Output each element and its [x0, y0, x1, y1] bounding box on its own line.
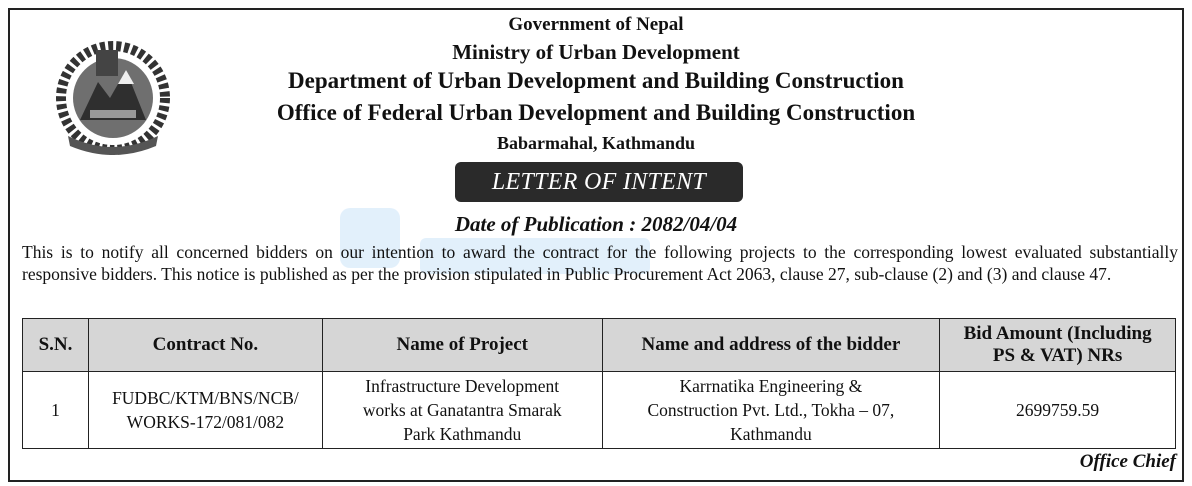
col-bidder: Name and address of the bidder — [602, 319, 940, 372]
col-bid-amount-line1: Bid Amount (Including — [963, 323, 1152, 344]
cell-bidder-line3: Kathmandu — [730, 424, 812, 444]
bid-table — [22, 318, 1176, 449]
header-ministry: Ministry of Urban Development — [452, 40, 740, 64]
col-bid-amount-line2: PS & VAT) NRs — [992, 345, 1123, 366]
table-row — [23, 372, 1176, 449]
header-department: Department of Urban Development and Building Construction — [288, 68, 904, 93]
table-header-row — [23, 319, 1176, 372]
cell-project-line3: Park Kathmandu — [403, 424, 522, 444]
cell-bidder-line1: Karrnatika Engineering & — [679, 376, 863, 396]
signature-office-chief: Office Chief — [1079, 451, 1176, 472]
cell-bid-amount: 2699759.59 — [940, 372, 1176, 449]
cell-bidder — [602, 372, 940, 449]
cell-project-name — [322, 372, 602, 449]
col-contract-no: Contract No. — [88, 319, 322, 372]
col-project-name: Name of Project — [322, 319, 602, 372]
col-bid-amount — [940, 319, 1176, 372]
col-sn: S.N. — [23, 319, 89, 372]
header-office: Office of Federal Urban Development and Building Construction — [276, 100, 916, 125]
cell-sn: 1 — [23, 372, 89, 449]
cell-contract-no — [88, 372, 322, 449]
cell-project-line2: works at Ganatantra Smarak — [362, 400, 562, 420]
header-address: Babarmahal, Kathmandu — [496, 133, 696, 153]
header-government: Government of Nepal — [508, 14, 684, 35]
cell-contract-line2: WORKS-172/081/082 — [126, 412, 285, 432]
publication-date: Date of Publication : 2082/04/04 — [454, 212, 738, 236]
notice-title-badge: LETTER OF INTENT — [455, 162, 743, 202]
notice-body: This is to notify all concerned bidders on our intention to award the contract for the following projects to the corresponding lowest evaluated substantially responsive bidders. This notice is published as per the provision stipulated in Public Procurement Act 2063, clause 27, sub-clause (2) and (3) and clause 47. — [22, 242, 1178, 284]
cell-project-line1: Infrastructure Development — [365, 376, 560, 396]
cell-contract-line1: FUDBC/KTM/BNS/NCB/ — [112, 388, 299, 408]
cell-bidder-line2: Construction Pvt. Ltd., Tokha – 07, — [647, 400, 895, 420]
